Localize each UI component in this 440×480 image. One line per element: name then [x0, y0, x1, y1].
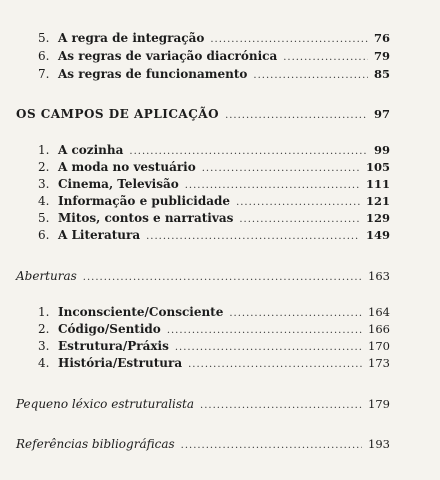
entry-number: 7. [38, 67, 50, 81]
dot-leader [283, 50, 368, 66]
dot-leader [236, 195, 360, 211]
entry-page-number: 111 [365, 177, 390, 191]
toc-section-heading [16, 396, 390, 412]
entry-title: Estrutura/Práxis [58, 339, 169, 353]
section-title: Pequeno léxico estruturalista [16, 397, 195, 411]
entry-page-number: 99 [373, 143, 390, 157]
entry-title: A Literatura [58, 228, 141, 242]
toc-entry [38, 176, 390, 192]
dot-leader [225, 108, 368, 124]
dot-leader [185, 178, 360, 194]
entry-page-number: 105 [365, 160, 390, 174]
toc-entry [38, 66, 390, 82]
entry-number: 6. [38, 49, 50, 63]
section-title: OS CAMPOS DE APLICAÇÃO [16, 107, 220, 121]
toc-entry [38, 142, 390, 158]
entry-title: A regra de integração [58, 31, 205, 45]
entry-title: Código/Sentido [58, 322, 161, 336]
entry-number: 3. [38, 339, 50, 353]
entry-number: 2. [38, 322, 50, 336]
dot-leader [175, 340, 362, 356]
toc-section-heading [16, 436, 390, 452]
toc-entry [38, 304, 390, 320]
entry-page-number: 85 [373, 67, 390, 81]
toc-section-heading [16, 106, 390, 122]
dot-leader [181, 438, 362, 454]
toc-entry [38, 30, 390, 46]
entry-number: 6. [38, 228, 50, 242]
dot-leader [229, 306, 362, 322]
toc-entry [38, 338, 390, 354]
entry-title: Mitos, contos e narrativas [58, 211, 234, 225]
entry-title: Inconsciente/Consciente [58, 305, 224, 319]
dot-leader [239, 212, 360, 228]
entry-page-number: 79 [373, 49, 390, 63]
section-page-number: 179 [368, 397, 390, 411]
entry-title: A cozinha [58, 143, 124, 157]
toc-entry [38, 355, 390, 371]
toc-entry [38, 193, 390, 209]
entry-page-number: 76 [373, 31, 390, 45]
toc-entry [38, 321, 390, 337]
section-page-number: 193 [368, 437, 390, 451]
dot-leader [188, 357, 362, 373]
entry-title: História/Estrutura [58, 356, 183, 370]
entry-page-number: 164 [368, 305, 390, 319]
dot-leader [202, 161, 360, 177]
entry-number: 5. [38, 31, 50, 45]
entry-page-number: 121 [365, 194, 390, 208]
entry-number: 1. [38, 143, 50, 157]
entry-page-number: 173 [368, 356, 390, 370]
dot-leader [129, 144, 368, 160]
dot-leader [83, 270, 362, 286]
dot-leader [210, 32, 368, 48]
entry-number: 4. [38, 194, 50, 208]
section-title: Aberturas [16, 269, 77, 283]
entry-title: Cinema, Televisão [58, 177, 179, 191]
entry-title: Informação e publicidade [58, 194, 231, 208]
section-page-number: 163 [368, 269, 390, 283]
toc-section-heading [16, 268, 390, 284]
dot-leader [200, 398, 362, 414]
toc-entry [38, 159, 390, 175]
entry-title: As regras de funcionamento [58, 67, 248, 81]
dot-leader [146, 229, 360, 245]
entry-number: 5. [38, 211, 50, 225]
entry-page-number: 170 [368, 339, 390, 353]
entry-title: A moda no vestuário [58, 160, 196, 174]
toc-entry [38, 227, 390, 243]
entry-number: 4. [38, 356, 50, 370]
section-title: Referências bibliográficas [16, 437, 175, 451]
section-page-number: 97 [373, 107, 390, 121]
entry-number: 3. [38, 177, 50, 191]
entry-number: 1. [38, 305, 50, 319]
entry-number: 2. [38, 160, 50, 174]
dot-leader [167, 323, 362, 339]
entry-page-number: 149 [365, 228, 390, 242]
entry-page-number: 166 [368, 322, 390, 336]
entry-title: As regras de variação diacrónica [58, 49, 278, 63]
toc-entry [38, 210, 390, 226]
dot-leader [253, 68, 368, 84]
toc-entry [38, 48, 390, 64]
entry-page-number: 129 [365, 211, 390, 225]
